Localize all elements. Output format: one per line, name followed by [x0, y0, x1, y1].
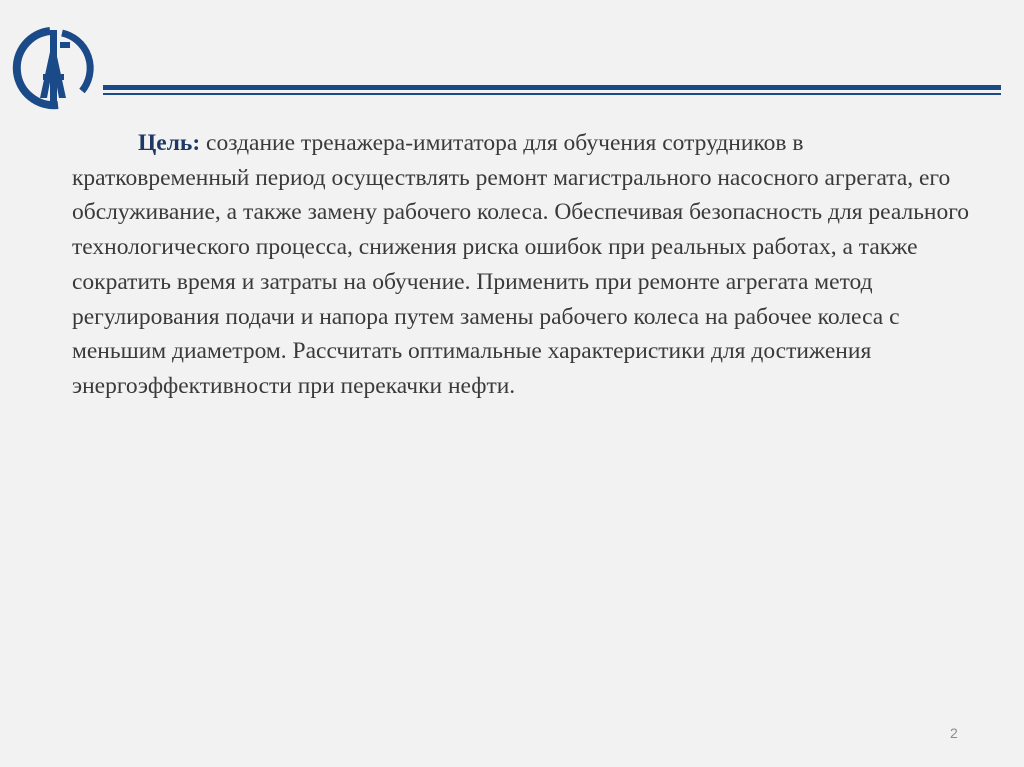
header-rule-thin: [103, 93, 1001, 95]
goal-text: создание тренажера-имитатора для обучения сотрудников в кратковременный период осуществлять ремонт магистрального насосного агрегата, его обслуживание, а также замену рабочего колеса. Обеспечивая безопасность для реального технологического процесса, снижения риска ошибок при реальных работах, а также сократить время и затраты на обучение. Применить при ремонте агрегата метод регулирования подачи и напора путем замены рабочего колеса на рабочее колеса с меньшим диаметром. Рассчитать оптимальные характеристики для достижения энергоэффективности при перекачки нефти.: [72, 130, 970, 399]
goal-paragraph: [72, 126, 972, 404]
goal-label: Цель:: [138, 130, 201, 156]
header-rule-thick: [103, 85, 1001, 90]
page-number: 2: [950, 725, 958, 741]
company-emblem-icon: [10, 24, 98, 112]
header-rule: [103, 85, 1001, 96]
